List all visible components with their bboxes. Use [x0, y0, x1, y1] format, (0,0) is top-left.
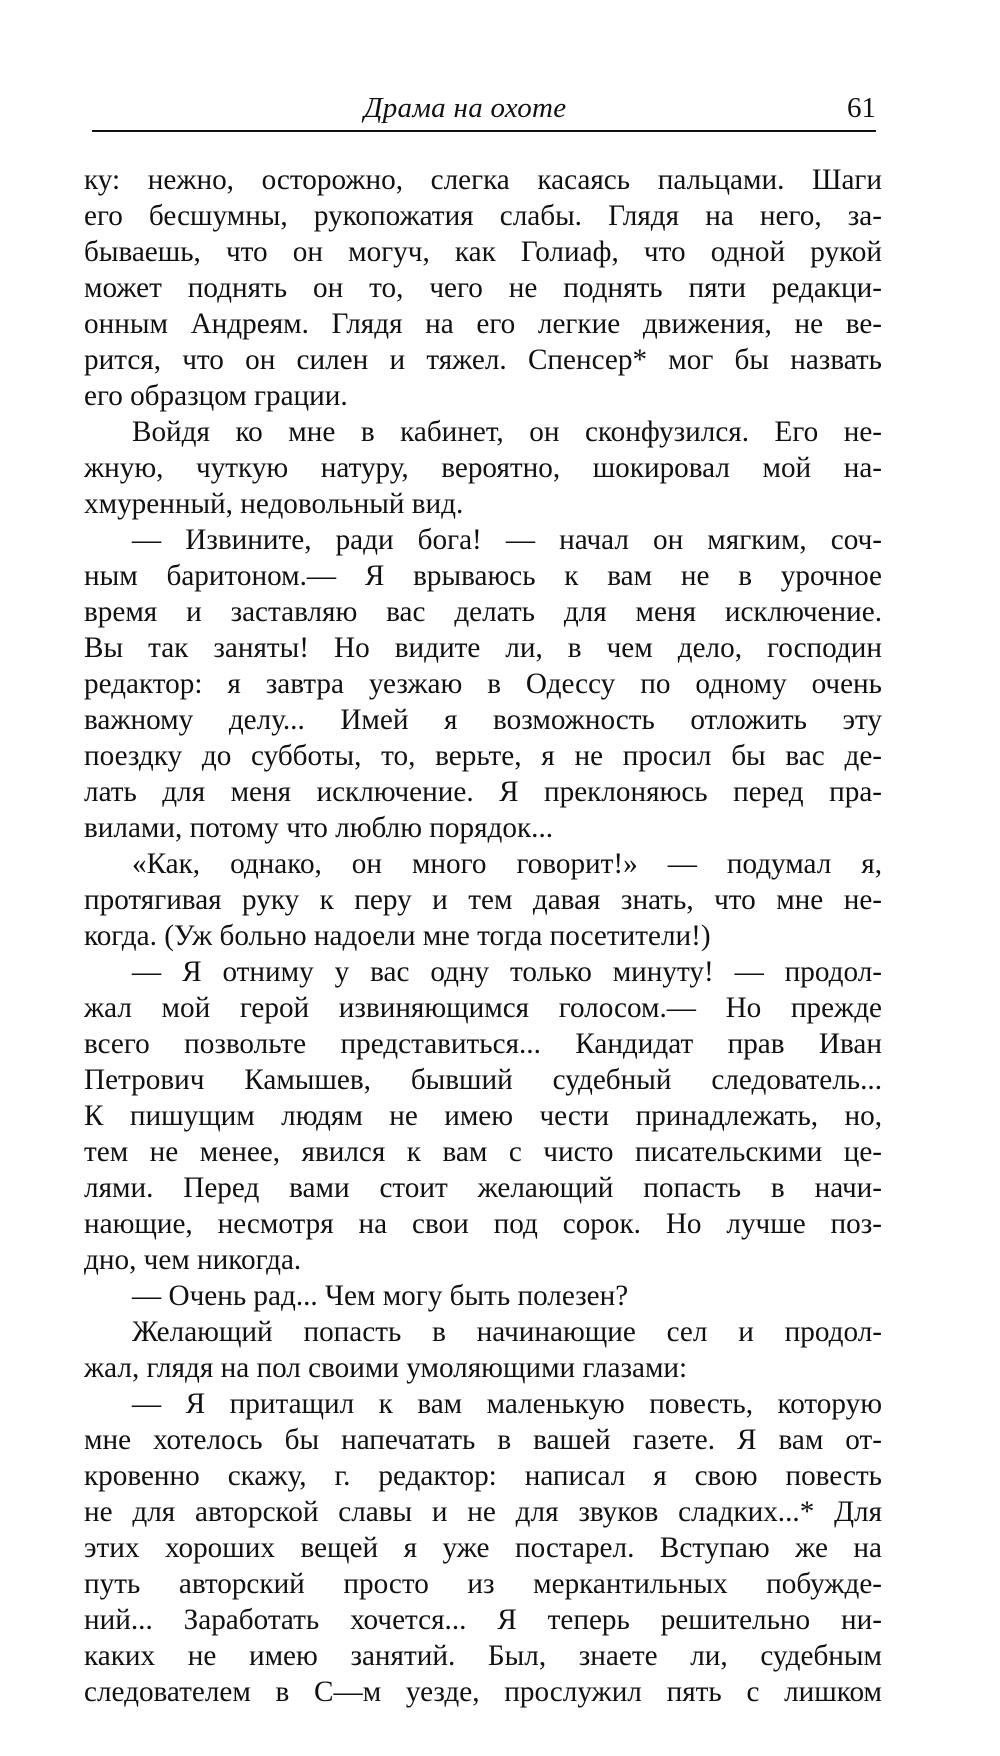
text-line: может поднять он то, чего не поднять пяти редакци- — [84, 272, 882, 304]
text-line: тем не менее, явился к вам с чисто писательскими це- — [84, 1136, 882, 1168]
text-line: «Как, однако, он много говорит!» — подумал я, — [132, 848, 882, 880]
text-line: — Извините, ради бога! — начал он мягким, соч- — [132, 524, 882, 556]
text-line: протягивая руку к перу и тем давая знать, что мне не- — [84, 884, 882, 916]
text-line: лями. Перед вами стоит желающий попасть в начи- — [84, 1172, 882, 1204]
text-line: ний... Заработать хочется... Я теперь решительно ни- — [84, 1604, 882, 1636]
text-line: его бесшумны, рукопожатия слабы. Глядя на него, за- — [84, 200, 882, 232]
body-text — [84, 162, 882, 1710]
text-line: — Я отниму у вас одну только минуту! — продол- — [132, 956, 882, 988]
text-line: поездку до субботы, то, верьте, я не просил бы вас де- — [84, 740, 882, 772]
running-title: Драма на охоте — [364, 92, 567, 124]
text-line: каких не имею занятий. Был, знаете ли, судебным — [84, 1640, 882, 1672]
text-line: кровенно скажу, г. редактор: написал я свою повесть — [84, 1460, 882, 1492]
text-line: рится, что он силен и тяжел. Спенсер* мог бы назвать — [84, 344, 882, 376]
text-line: нающие, несмотря на свои под сорок. Но лучше поз- — [84, 1208, 882, 1240]
text-line: важному делу... Имей я возможность отложить эту — [84, 704, 882, 736]
text-line: следователем в С—м уезде, прослужил пять с лишком — [84, 1676, 882, 1708]
text-line: вилами, потому что люблю порядок... — [84, 812, 554, 844]
text-line: время и заставляю вас делать для меня исключение. — [84, 596, 882, 628]
text-line: мне хотелось бы напечатать в вашей газете. Я вам от- — [84, 1424, 882, 1456]
text-line: Желающий попасть в начинающие сел и продол- — [132, 1316, 882, 1348]
text-line: Войдя ко мне в кабинет, он сконфузился. Его не- — [132, 416, 882, 448]
text-line: жал, глядя на пол своими умоляющими глазами: — [84, 1352, 688, 1384]
text-line: лать для меня исключение. Я преклоняюсь перед пра- — [84, 776, 882, 808]
text-line: когда. (Уж больно надоели мне тогда посетители!) — [84, 920, 711, 952]
text-line: ку: нежно, осторожно, слегка касаясь пальцами. Шаги — [84, 164, 882, 196]
text-line: дно, чем никогда. — [84, 1244, 302, 1276]
page-header — [92, 92, 876, 132]
text-line: онным Андреям. Глядя на его легкие движения, не ве- — [84, 308, 882, 340]
page-number: 61 — [847, 92, 876, 124]
text-line: этих хороших вещей я уже постарел. Вступаю же на — [84, 1532, 882, 1564]
text-line: ным баритоном.— Я врываюсь к вам не в урочное — [84, 560, 882, 592]
text-line: — Очень рад... Чем могу быть полезен? — [132, 1280, 629, 1312]
text-line: Петрович Камышев, бывший судебный следователь... — [84, 1064, 882, 1096]
text-line: редактор: я завтра уезжаю в Одессу по одному очень — [84, 668, 882, 700]
text-line: путь авторский просто из меркантильных побужде- — [84, 1568, 882, 1600]
text-line: бываешь, что он могуч, как Голиаф, что одной рукой — [84, 236, 882, 268]
text-line: жную, чуткую натуру, вероятно, шокировал мой на- — [84, 452, 882, 484]
text-line: всего позвольте представиться... Кандидат прав Иван — [84, 1028, 882, 1060]
text-line: его образцом грации. — [84, 380, 348, 412]
text-line: — Я притащил к вам маленькую повесть, которую — [132, 1388, 882, 1420]
text-line: не для авторской славы и не для звуков сладких...* Для — [84, 1496, 882, 1528]
text-line: жал мой герой извиняющимся голосом.— Но прежде — [84, 992, 882, 1024]
text-line: хмуренный, недовольный вид. — [84, 488, 464, 520]
text-line: Вы так заняты! Но видите ли, в чем дело, господин — [84, 632, 882, 664]
text-line: К пишущим людям не имею чести принадлежать, но, — [84, 1100, 882, 1132]
